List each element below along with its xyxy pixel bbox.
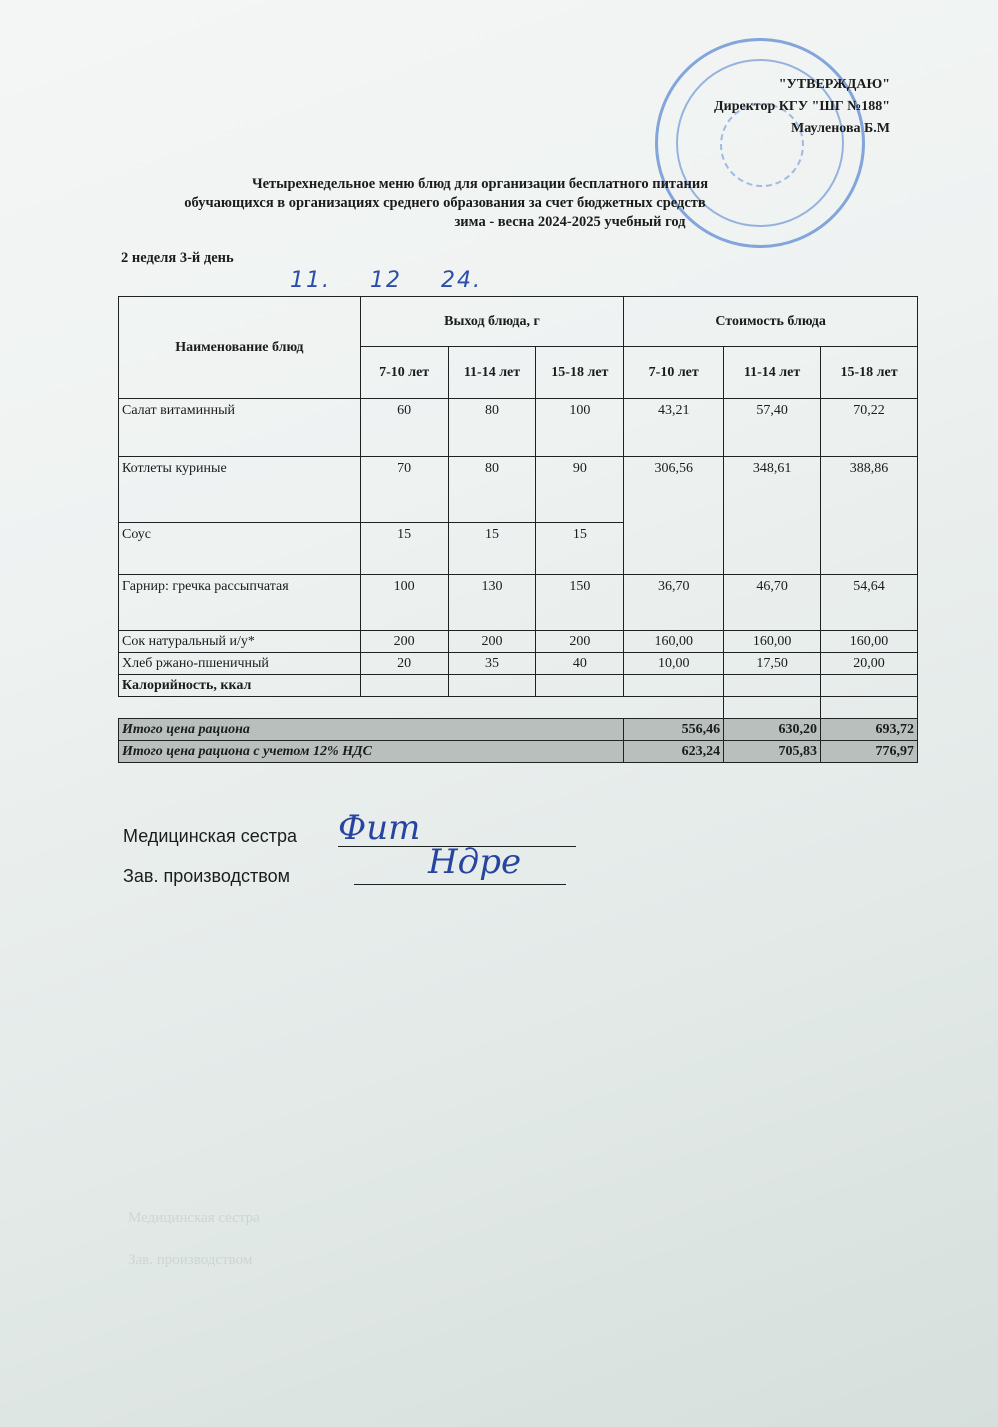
total-value: 556,46 bbox=[624, 719, 724, 741]
header-dish-name: Наименование блюд bbox=[119, 297, 361, 399]
total-value: 630,20 bbox=[724, 719, 821, 741]
dish-name: Хлеб ржано-пшеничный bbox=[119, 653, 361, 675]
cost-cell: 10,00 bbox=[624, 653, 724, 675]
yield-cell: 200 bbox=[448, 631, 536, 653]
document-title bbox=[120, 175, 840, 232]
total-vat-value: 776,97 bbox=[821, 741, 918, 763]
cost-cell: 70,22 bbox=[821, 399, 918, 457]
header-yield: Выход блюда, г bbox=[360, 297, 624, 347]
bleed-through-production: Зав. производством bbox=[128, 1252, 253, 1268]
yield-cell: 60 bbox=[360, 399, 448, 457]
yield-cell: 15 bbox=[536, 523, 624, 575]
total-vat-value: 705,83 bbox=[724, 741, 821, 763]
cost-cell: 160,00 bbox=[624, 631, 724, 653]
production-signature: Ндре bbox=[428, 842, 522, 882]
yield-cell: 20 bbox=[360, 653, 448, 675]
dish-name: Салат витаминный bbox=[119, 399, 361, 457]
cost-cell: 306,56 bbox=[624, 457, 724, 575]
cost-cell: 388,86 bbox=[821, 457, 918, 575]
dish-name: Сок натуральный и/у* bbox=[119, 631, 361, 653]
yield-cell: 200 bbox=[360, 631, 448, 653]
yield-cell: 130 bbox=[448, 575, 536, 631]
table-row bbox=[119, 653, 918, 675]
yield-cell: 100 bbox=[360, 575, 448, 631]
cost-cell: 57,40 bbox=[724, 399, 821, 457]
approval-heading: "УТВЕРЖДАЮ" bbox=[778, 77, 890, 92]
dish-name: Соус bbox=[119, 523, 361, 575]
table-row bbox=[119, 399, 918, 457]
header-yield-age: 11-14 лет bbox=[448, 347, 536, 399]
cost-cell: 17,50 bbox=[724, 653, 821, 675]
header-yield-age: 7-10 лет bbox=[360, 347, 448, 399]
nurse-signature: Фит bbox=[338, 808, 421, 848]
bleed-through-nurse: Медицинская сестра bbox=[128, 1210, 260, 1226]
production-signature-line bbox=[354, 884, 566, 885]
menu-table bbox=[118, 296, 918, 763]
total-vat-row bbox=[119, 741, 918, 763]
header-cost-age: 7-10 лет bbox=[624, 347, 724, 399]
header-cost-age: 11-14 лет bbox=[724, 347, 821, 399]
header-yield-age: 15-18 лет bbox=[536, 347, 624, 399]
cost-cell: 46,70 bbox=[724, 575, 821, 631]
handwritten-date: 11. 12 24. bbox=[290, 268, 482, 293]
calories-label: Калорийность, ккал bbox=[119, 675, 361, 697]
yield-cell: 90 bbox=[536, 457, 624, 523]
dish-name: Котлеты куриные bbox=[119, 457, 361, 523]
yield-cell: 70 bbox=[360, 457, 448, 523]
cost-cell: 43,21 bbox=[624, 399, 724, 457]
yield-cell: 150 bbox=[536, 575, 624, 631]
total-row bbox=[119, 719, 918, 741]
table-row bbox=[119, 457, 918, 523]
yield-cell: 80 bbox=[448, 457, 536, 523]
title-line-1: Четырехнедельное меню блюд для организации бесплатного питания bbox=[251, 176, 709, 192]
approval-name: Мауленова Б.М bbox=[791, 121, 890, 136]
title-line-2: обучающихся в организациях среднего образования за счет бюджетных средств bbox=[184, 195, 706, 211]
yield-cell: 35 bbox=[448, 653, 536, 675]
cost-cell: 348,61 bbox=[724, 457, 821, 575]
total-vat-label: Итого цена рациона с учетом 12% НДС bbox=[119, 741, 624, 763]
yield-cell: 200 bbox=[536, 631, 624, 653]
table-row bbox=[119, 575, 918, 631]
calories-row bbox=[119, 675, 918, 697]
week-day-label: 2 неделя 3-й день bbox=[121, 250, 234, 266]
nurse-label: Медицинская сестра bbox=[123, 826, 297, 846]
dish-name: Гарнир: гречка рассыпчатая bbox=[119, 575, 361, 631]
header-cost: Стоимость блюда bbox=[624, 297, 918, 347]
approval-block bbox=[714, 74, 890, 140]
yield-cell: 40 bbox=[536, 653, 624, 675]
total-label: Итого цена рациона bbox=[119, 719, 624, 741]
yield-cell: 15 bbox=[360, 523, 448, 575]
approval-position: Директор КГУ "ШГ №188" bbox=[714, 99, 890, 114]
header-cost-age: 15-18 лет bbox=[821, 347, 918, 399]
total-value: 693,72 bbox=[821, 719, 918, 741]
total-vat-value: 623,24 bbox=[624, 741, 724, 763]
title-line-3: зима - весна 2024-2025 учебный год bbox=[454, 214, 686, 230]
cost-cell: 20,00 bbox=[821, 653, 918, 675]
table-row bbox=[119, 631, 918, 653]
yield-cell: 80 bbox=[448, 399, 536, 457]
cost-cell: 36,70 bbox=[624, 575, 724, 631]
yield-cell: 15 bbox=[448, 523, 536, 575]
yield-cell: 100 bbox=[536, 399, 624, 457]
cost-cell: 54,64 bbox=[821, 575, 918, 631]
production-label: Зав. производством bbox=[123, 866, 290, 886]
cost-cell: 160,00 bbox=[821, 631, 918, 653]
cost-cell: 160,00 bbox=[724, 631, 821, 653]
